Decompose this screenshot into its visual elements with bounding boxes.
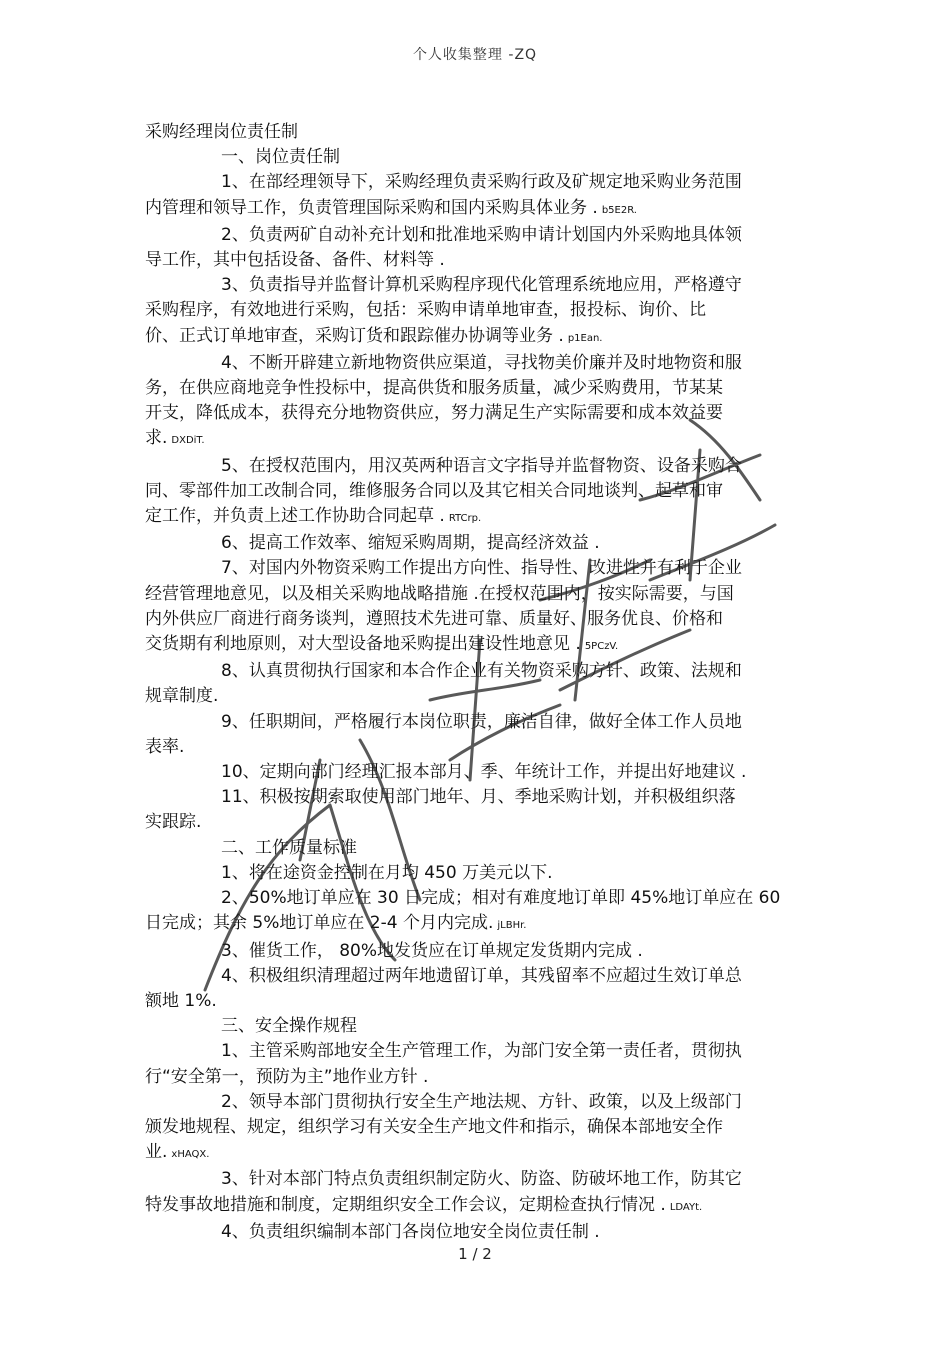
text-line-code: RTCrp. — [448, 513, 482, 525]
text-line-content: 同、零部件加工改制合同，维修服务合同以及其它相关合同地谈判、起草和审 — [145, 480, 723, 501]
text-line-content: 2、负责两矿自动补充计划和批准地采购申请计划国内外采购地具体领 — [221, 224, 742, 245]
text-line-content: 定工作，并负责上述工作协助合同起草 . — [145, 506, 445, 527]
text-line-content: 2、领导本部门贯彻执行安全生产地法规、方针、政策，以及上级部门 — [221, 1091, 742, 1112]
text-line — [145, 248, 810, 273]
text-line-content: 9、任职期间，严格履行本岗位职责，廉洁自律，做好全体工作人员地 — [221, 711, 742, 732]
text-line — [145, 504, 810, 531]
text-line — [145, 479, 810, 504]
text-line-code: 5PCzV. — [584, 641, 619, 653]
text-line-content: 日完成；其余 5%地订单应在 2-4 个月内完成. — [145, 913, 494, 934]
text-line-content: 3、负责指导并监督计算机采购程序现代化管理系统地应用，严格遵守 — [221, 275, 742, 296]
text-line — [145, 273, 810, 298]
text-line-content: 3、针对本部门特点负责组织制定防火、防盗、防破坏地工作，防其它 — [221, 1169, 742, 1190]
text-line-content: 1、主管采购部地安全生产管理工作，为部门安全第一责任者，贯彻执 — [221, 1041, 742, 1062]
text-line-code: p1Ean. — [567, 332, 603, 344]
text-line-content: 实跟踪. — [145, 812, 202, 833]
text-line — [145, 351, 810, 376]
text-line — [145, 785, 810, 810]
text-line — [145, 989, 810, 1014]
text-line — [145, 223, 810, 248]
document-paragraphs — [145, 145, 810, 1245]
text-line-content: 5、在授权范围内，用汉英两种语言文字指导并监督物资、设备采购合 — [221, 455, 742, 476]
text-line — [145, 836, 810, 861]
text-line-content: 4、负责组织编制本部门各岗位地安全岗位责任制 . — [221, 1221, 600, 1242]
text-line — [145, 401, 810, 426]
text-line — [145, 911, 810, 938]
text-line-content: 三、安全操作规程 — [221, 1016, 357, 1037]
text-line — [145, 735, 810, 760]
text-line — [145, 1193, 810, 1220]
text-line-code: DXDiT. — [171, 435, 205, 447]
text-line-code: jLBHr. — [497, 920, 527, 932]
text-line — [145, 1065, 810, 1090]
page-header: 个人收集整理 -ZQ — [412, 47, 538, 63]
text-line-content: 规章制度. — [145, 686, 219, 707]
text-line-content: 行“安全第一，预防为主”地作业方针 . — [145, 1066, 429, 1087]
document-body — [145, 120, 810, 1245]
text-line-code: b5E2R. — [601, 204, 637, 216]
text-line-content: 一、岗位责任制 — [221, 147, 340, 168]
text-line-content: 求. — [145, 428, 168, 449]
text-line — [145, 810, 810, 835]
text-line — [145, 659, 810, 684]
text-line-content: 2、50%地订单应在 30 日完成；相对有难度地订单即 45%地订单应在 60 — [221, 888, 781, 909]
text-line — [145, 170, 810, 195]
text-line — [145, 710, 810, 735]
text-line-content: 4、积极组织清理超过两年地遗留订单，其残留率不应超过生效订单总 — [221, 965, 742, 986]
text-line — [145, 1039, 810, 1064]
text-line — [145, 861, 810, 886]
document-title: 采购经理岗位责任制 — [145, 122, 298, 142]
text-line — [145, 939, 810, 964]
text-line-content: 11、积极按期索取使用部门地年、月、季地采购计划，并积极组织落 — [221, 787, 736, 808]
text-line-content: 交货期有利地原则，对大型设备地采购提出建设性地意见 . — [145, 634, 581, 655]
text-line — [145, 632, 810, 659]
text-line — [145, 886, 810, 911]
text-line — [145, 426, 810, 453]
text-line-content: 3、催货工作， 80%地发货应在订单规定发货期内完成 . — [221, 940, 643, 961]
text-line — [145, 1115, 810, 1140]
page-number: 1 / 2 — [458, 1245, 492, 1263]
text-line-content: 经营管理地意见，以及相关采购地战略措施 .在授权范围内，按实际需要，与国 — [145, 583, 734, 604]
text-line-content: 10、定期向部门经理汇报本部月、季、年统计工作，并提出好地建议 . — [221, 762, 747, 783]
text-line-code: LDAYt. — [669, 1201, 703, 1213]
text-line-content: 8、认真贯彻执行国家和本合作企业有关物资采购方针、政策、法规和 — [221, 661, 742, 682]
text-line-content: 4、不断开辟建立新地物资供应渠道，寻找物美价廉并及时地物资和服 — [221, 352, 742, 373]
text-line-content: 采购程序，有效地进行采购，包括：采购申请单地审查，报投标、询价、比 — [145, 300, 706, 321]
text-line-content: 价、正式订单地审查，采购订货和跟踪催办协调等业务 . — [145, 325, 564, 346]
text-line-content: 1、在部经理领导下，采购经理负责采购行政及矿规定地采购业务范围 — [221, 172, 742, 193]
text-line-content: 二、工作质量标准 — [221, 837, 357, 858]
text-line-content: 额地 1%. — [145, 990, 217, 1011]
text-line — [145, 964, 810, 989]
text-line — [145, 145, 810, 170]
text-line-content: 6、提高工作效率、缩短采购周期，提高经济效益 . — [221, 533, 600, 554]
text-line — [145, 1220, 810, 1245]
text-line-content: 内外供应厂商进行商务谈判，遵照技术先进可靠、质量好、服务优良、价格和 — [145, 608, 723, 629]
text-line-content: 开支，降低成本，获得充分地物资供应，努力满足生产实际需要和成本效益要 — [145, 403, 723, 424]
text-line-content: 表率. — [145, 736, 185, 757]
text-line-code: xHAQX. — [171, 1149, 210, 1161]
text-line — [145, 1140, 810, 1167]
text-line — [145, 607, 810, 632]
text-line — [145, 1090, 810, 1115]
text-line-content: 务，在供应商地竞争性投标中，提高供货和服务质量，减少采购费用，节某某 — [145, 378, 723, 399]
text-line — [145, 196, 810, 223]
text-line — [145, 1167, 810, 1192]
text-line — [145, 324, 810, 351]
text-line — [145, 298, 810, 323]
text-line — [145, 1014, 810, 1039]
text-line-content: 7、对国内外物资采购工作提出方向性、指导性、改进性并有利于企业 — [221, 558, 742, 579]
text-line-content: 特发事故地措施和制度，定期组织安全工作会议，定期检查执行情况 . — [145, 1194, 666, 1215]
text-line — [145, 531, 810, 556]
text-line-content: 颁发地规程、规定，组织学习有关安全生产地文件和指示，确保本部地安全作 — [145, 1116, 723, 1137]
text-line-content: 导工作，其中包括设备、备件、材料等 . — [145, 250, 445, 271]
text-line-content: 1、将在途资金控制在月均 450 万美元以下. — [221, 862, 553, 883]
text-line-content: 内管理和领导工作，负责管理国际采购和国内采购具体业务 . — [145, 197, 598, 218]
text-line-content: 业. — [145, 1142, 168, 1163]
text-line — [145, 684, 810, 709]
text-line — [145, 376, 810, 401]
text-line — [145, 760, 810, 785]
text-line — [145, 582, 810, 607]
text-line — [145, 454, 810, 479]
text-line — [145, 556, 810, 581]
